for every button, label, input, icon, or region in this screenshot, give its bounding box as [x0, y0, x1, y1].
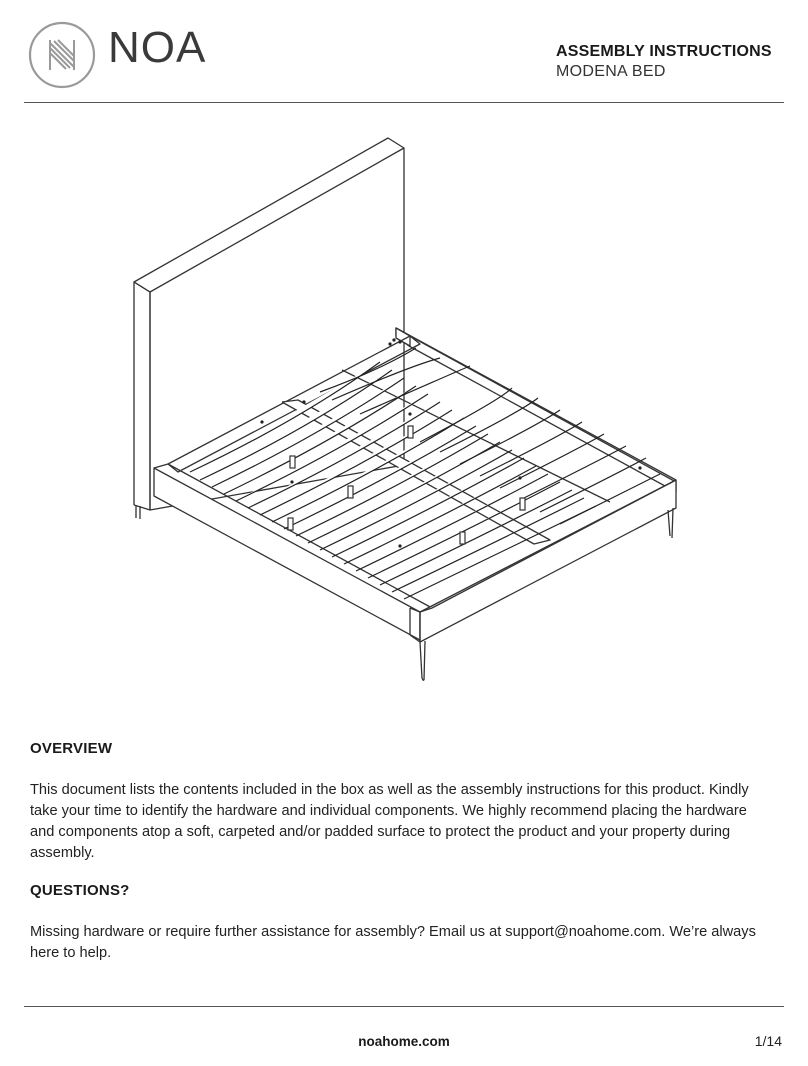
document-title: ASSEMBLY INSTRUCTIONS [556, 43, 772, 60]
overview-heading: OVERVIEW [30, 740, 113, 757]
questions-heading: QUESTIONS? [30, 882, 130, 899]
footer-divider [24, 1006, 784, 1007]
footer-website[interactable]: noahome.com [358, 1034, 450, 1049]
document-header [556, 42, 776, 82]
header-divider [24, 102, 784, 103]
product-name: MODENA BED [556, 63, 666, 80]
bed-frame-illustration [120, 130, 690, 690]
questions-body: Missing hardware or require further assistance for assembly? Email us at support@noahome.com. We’re always here to help. [30, 924, 756, 961]
brand-name: NOA [108, 23, 207, 72]
overview-body: This document lists the contents included in the box as well as the assembly instructions for this product. Kindly take your time to identify the hardware and individual components. We highly recommend placing the hardware and components atop a soft, carpeted and/or padded surface to protect the product and your property during assembly. [30, 782, 749, 861]
noa-logo-icon [28, 21, 96, 89]
page-number: 1/14 [754, 1033, 782, 1049]
